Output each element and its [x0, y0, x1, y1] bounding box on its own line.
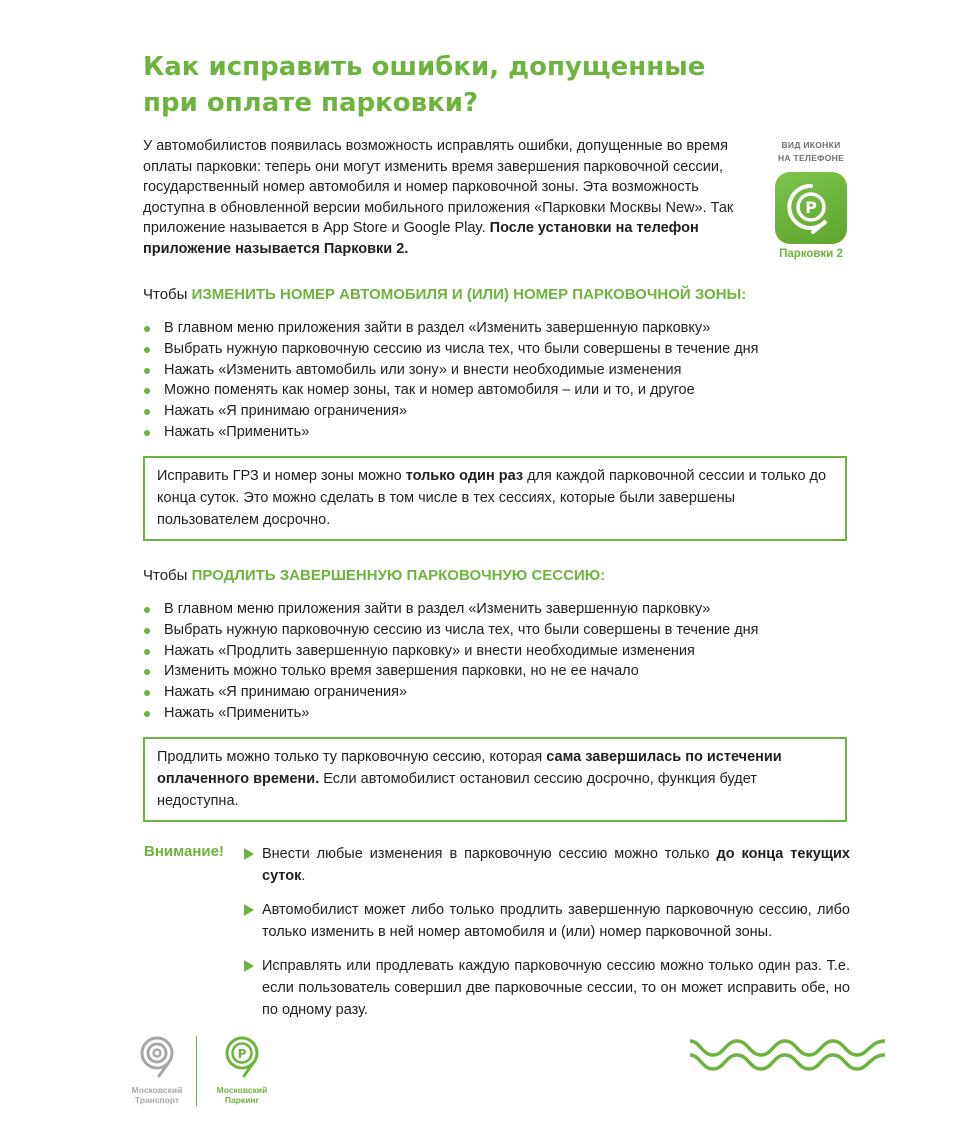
list-item: Нажать «Изменить автомобиль или зону» и внести необходимые изменения — [143, 360, 863, 381]
attention-item-1-bold: до конца текущих суток — [262, 846, 850, 884]
section-1-note-bold: только один раз — [405, 468, 524, 484]
intro-text: У автомобилистов появилась возможность исправлять ошибки, допущенные во время оплаты парковки: теперь они могут изменить время завершения парковочной сессии, государственный номер автомобиля и номер парковочной зоны. Эта возможность доступна в обновленной версии мобильного приложения «Парковки Москвы New». Так приложение называется в App Store и Google Play. — [143, 138, 734, 236]
attention-item-1 — [244, 843, 850, 887]
list-item: Можно поменять как номер зоны, так и номер автомобиля – или и то, и другое — [143, 380, 863, 401]
section-1-note-text-a: Исправить ГРЗ и номер зоны можно — [157, 468, 406, 484]
list-item: Нажать «Продлить завершенную парковку» и внести необходимые изменения — [143, 641, 863, 662]
list-item: Нажать «Я принимаю ограничения» — [143, 401, 863, 422]
parking-glyph: P — [237, 1047, 247, 1061]
list-item: Изменить можно только время завершения парковки, но не ее начало — [143, 661, 863, 682]
section-2-keyword: ПРОДЛИТЬ ЗАВЕРШЕННУЮ ПАРКОВОЧНУЮ СЕССИЮ: — [191, 567, 606, 584]
section-1-note — [143, 456, 847, 541]
parking-glyph: P — [805, 198, 817, 217]
attention-item-3-text: Исправлять или продлевать каждую парковочную сессию можно только один раз. Т.е. если пользователь совершил две парковочные сессии, то он может исправить обе, но по одному разу. — [262, 958, 850, 1018]
list-item: Нажать «Применить» — [143, 422, 863, 443]
moscow-transport-line-1: Московский — [131, 1085, 183, 1095]
list-item: В главном меню приложения зайти в раздел «Изменить завершенную парковку» — [143, 599, 863, 620]
parking-app-icon — [775, 172, 847, 244]
section-2-heading — [143, 567, 605, 584]
intro-paragraph — [143, 136, 753, 259]
footer-logos — [126, 1034, 286, 1114]
moscow-parking-logo — [206, 1034, 278, 1105]
list-item: Выбрать нужную парковочную сессию из числа тех, что были совершены в течение дня — [143, 339, 863, 360]
section-1-note-text-b: для каждой парковочной сессии и только до конца суток. Это можно сделать в том числе в тех сессиях, которые были завершены пользователем досрочно. — [157, 468, 827, 528]
app-icon-caption-line-2: НА ТЕЛЕФОНЕ — [777, 153, 845, 163]
moscow-transport-logo — [126, 1034, 188, 1105]
list-item: Выбрать нужную парковочную сессию из числа тех, что были совершены в течение дня — [143, 620, 863, 641]
section-2-prefix: Чтобы — [143, 567, 192, 584]
attention-item-1-text-a: Внести любые изменения в парковочную сессию можно только — [262, 846, 717, 862]
section-1-steps — [143, 318, 863, 443]
list-item: В главном меню приложения зайти в раздел «Изменить завершенную парковку» — [143, 318, 863, 339]
app-name: Парковки 2 — [779, 248, 843, 260]
footer-divider — [196, 1036, 197, 1106]
triangle-bullet-icon — [244, 848, 254, 860]
moscow-parking-line-1: Московский — [216, 1085, 268, 1095]
section-1-prefix: Чтобы — [143, 286, 192, 303]
section-2-steps — [143, 599, 863, 724]
app-icon-caption-line-1: ВИД ИКОНКИ — [781, 140, 841, 150]
title-line-2: при оплате парковки? — [143, 88, 479, 118]
attention-item-1-text-b: . — [301, 868, 306, 884]
list-item: Нажать «Применить» — [143, 703, 863, 724]
decorative-wave-icon — [688, 1033, 888, 1077]
moscow-transport-line-2: Транспорт — [134, 1095, 180, 1105]
intro-bold-text: После установки на телефон приложение называется Парковки 2. — [143, 220, 699, 257]
section-1-heading — [143, 286, 746, 303]
triangle-bullet-icon — [244, 960, 254, 972]
section-2-note-text-b: Если автомобилист остановил сессию досрочно, функция будет недоступна. — [157, 771, 757, 809]
moscow-transport-icon — [135, 1034, 179, 1078]
section-1-keyword: ИЗМЕНИТЬ НОМЕР АВТОМОБИЛЯ И (ИЛИ) НОМЕР ПАРКОВОЧНОЙ ЗОНЫ: — [191, 286, 747, 303]
moscow-parking-line-2: Паркинг — [224, 1095, 260, 1105]
attention-label: Внимание! — [144, 843, 224, 860]
section-2-note-text-a: Продлить можно только ту парковочную сессию, которая — [157, 749, 547, 765]
app-icon-block — [766, 139, 856, 260]
triangle-bullet-icon — [244, 904, 254, 916]
attention-item-2 — [244, 899, 850, 943]
moscow-parking-icon — [220, 1034, 264, 1078]
section-2-note — [143, 737, 847, 822]
section-2-note-bold: сама завершилась по истечении оплаченного времени. — [157, 749, 782, 787]
page-title — [143, 49, 763, 121]
attention-item-2-text: Автомобилист может либо только продлить завершенную парковочную сессию, либо только изменить в ней номер автомобиля и (или) номер парковочной зоны. — [262, 902, 850, 940]
list-item: Нажать «Я принимаю ограничения» — [143, 682, 863, 703]
app-icon-caption — [766, 139, 856, 165]
title-line-1: Как исправить ошибки, допущенные — [143, 52, 706, 82]
attention-item-3 — [244, 955, 850, 1021]
